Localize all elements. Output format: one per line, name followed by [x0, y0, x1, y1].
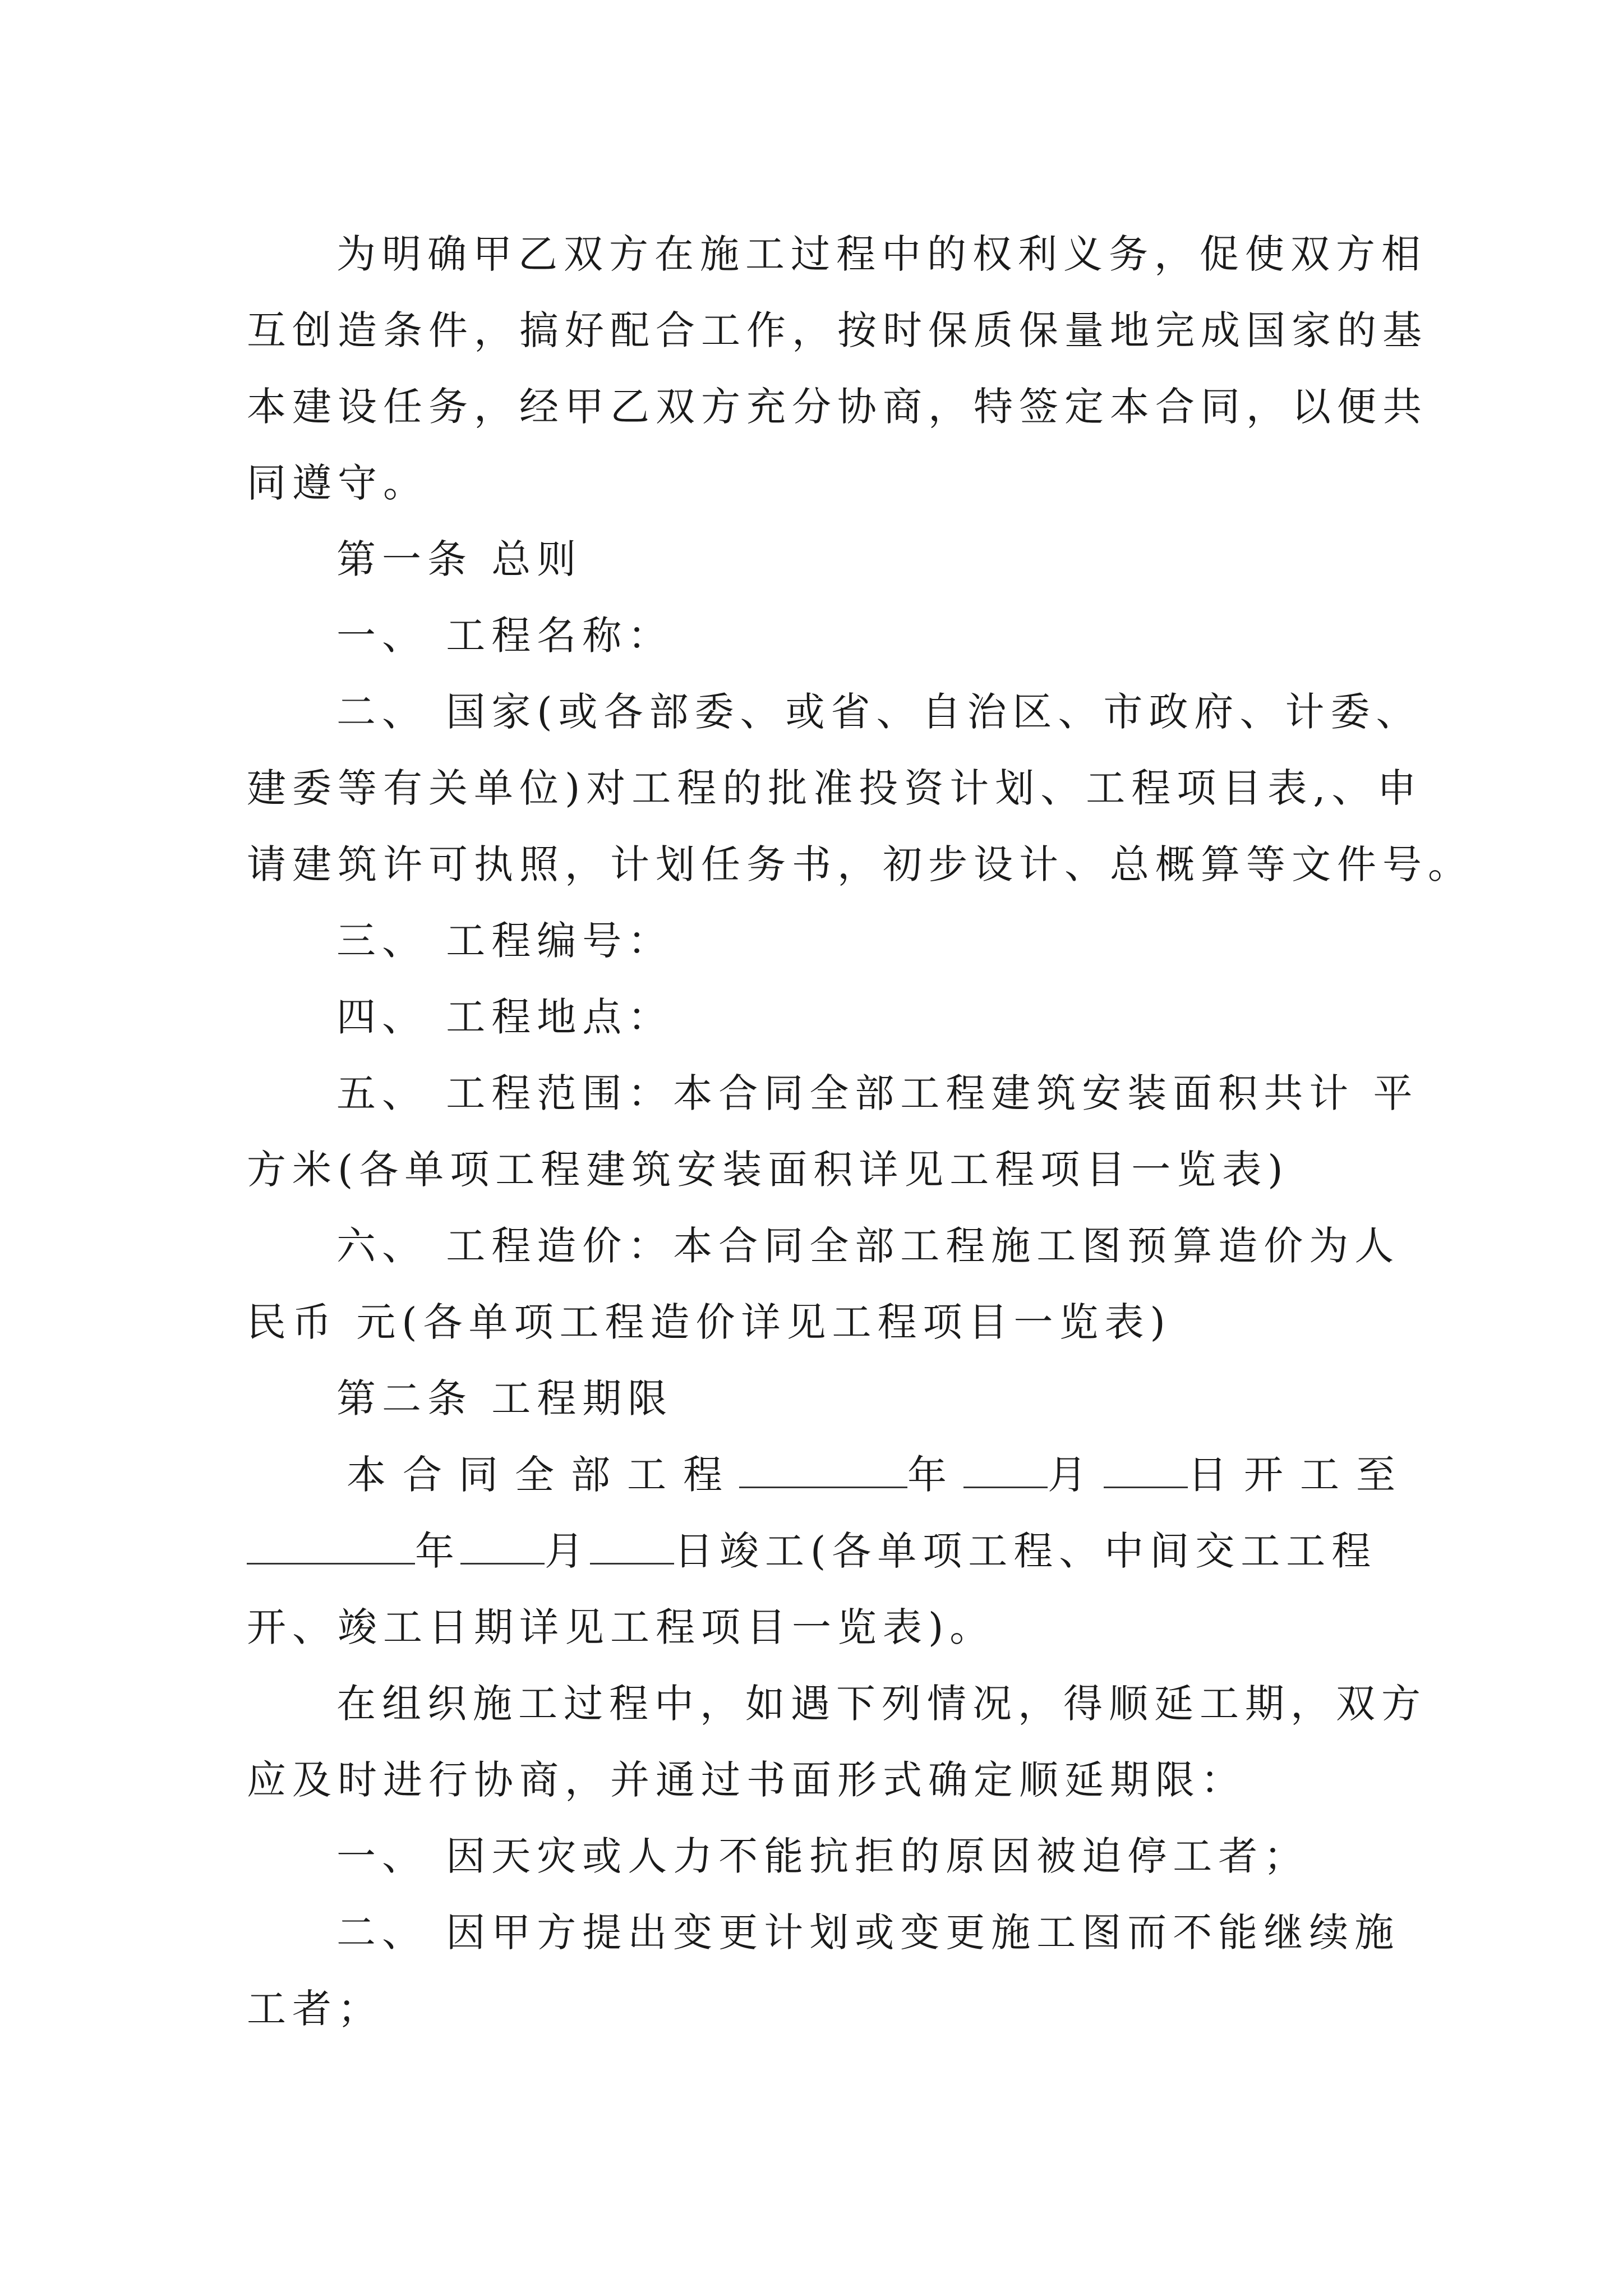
item-scope-line-1: 五、 工程范围：本合同全部工程建筑安装面积共计 平	[336, 1070, 1419, 1116]
item-cost-line-2: 民币 元(各单项工程造价详见工程项目一览表)	[247, 1299, 1172, 1345]
article-1-heading: 第一条 总则	[336, 536, 583, 582]
preamble-line-4: 同遵守。	[247, 460, 428, 506]
end-year-blank[interactable]	[247, 1528, 415, 1565]
start-month-label: 月	[1048, 1452, 1104, 1498]
extension-line-1: 在组织施工过程中，如遇下列情况，得顺延工期，双方	[336, 1681, 1427, 1727]
schedule-intro: 本合同全部工程	[347, 1452, 739, 1498]
item-approval-line-3: 请建筑许可执照，计划任务书，初步设计、总概算等文件号。	[247, 841, 1473, 887]
start-day-blank[interactable]	[1104, 1452, 1188, 1488]
extension-item-2-line-1: 二、 因甲方提出变更计划或变更施工图而不能继续施	[336, 1910, 1400, 1955]
start-year-blank[interactable]	[739, 1452, 907, 1488]
extension-item-1: 一、 因天灾或人力不能抗拒的原因被迫停工者；	[336, 1833, 1310, 1879]
schedule-line-2	[247, 1513, 1396, 1589]
start-month-blank[interactable]	[963, 1452, 1048, 1488]
end-month-blank[interactable]	[460, 1528, 545, 1565]
end-month-label: 月	[545, 1528, 590, 1574]
item-project-number: 三、 工程编号：	[336, 918, 674, 964]
preamble-line-1: 为明确甲乙双方在施工过程中的权利义务，促使双方相	[336, 231, 1427, 277]
end-day-label: 日竣工(各单项工程、中间交工工程	[674, 1528, 1377, 1574]
article-2-heading: 第二条 工程期限	[336, 1375, 674, 1421]
item-scope-line-2: 方米(各单项工程建筑安装面积详见工程项目一览表)	[247, 1147, 1289, 1193]
item-project-name: 一、 工程名称：	[336, 613, 674, 659]
end-day-blank[interactable]	[590, 1528, 674, 1565]
extension-line-2: 应及时进行协商，并通过书面形式确定顺延期限：	[247, 1757, 1246, 1803]
end-year-label: 年	[415, 1528, 460, 1574]
item-project-location: 四、 工程地点：	[336, 994, 674, 1040]
start-day-label: 日开工至	[1188, 1452, 1412, 1498]
item-cost-line-1: 六、 工程造价：本合同全部工程施工图预算造价为人	[336, 1223, 1400, 1269]
contract-body	[247, 216, 1473, 2047]
item-approval-line-2: 建委等有关单位)对工程的批准投资计划、工程项目表,、申	[247, 765, 1423, 811]
preamble-line-2: 互创造条件，搞好配合工作，按时保质保量地完成国家的基	[247, 307, 1428, 353]
item-approval-line-1: 二、 国家(或各部委、或省、自治区、市政府、计委、	[336, 689, 1422, 735]
schedule-line-3: 开、竣工日期详见工程项目一览表)。	[247, 1604, 995, 1650]
schedule-line-1	[247, 1437, 1412, 1513]
extension-item-2-line-2: 工者；	[247, 1986, 383, 2032]
preamble-line-3: 本建设任务，经甲乙双方充分协商，特签定本合同，以便共	[247, 384, 1428, 430]
start-year-label: 年	[907, 1452, 963, 1498]
